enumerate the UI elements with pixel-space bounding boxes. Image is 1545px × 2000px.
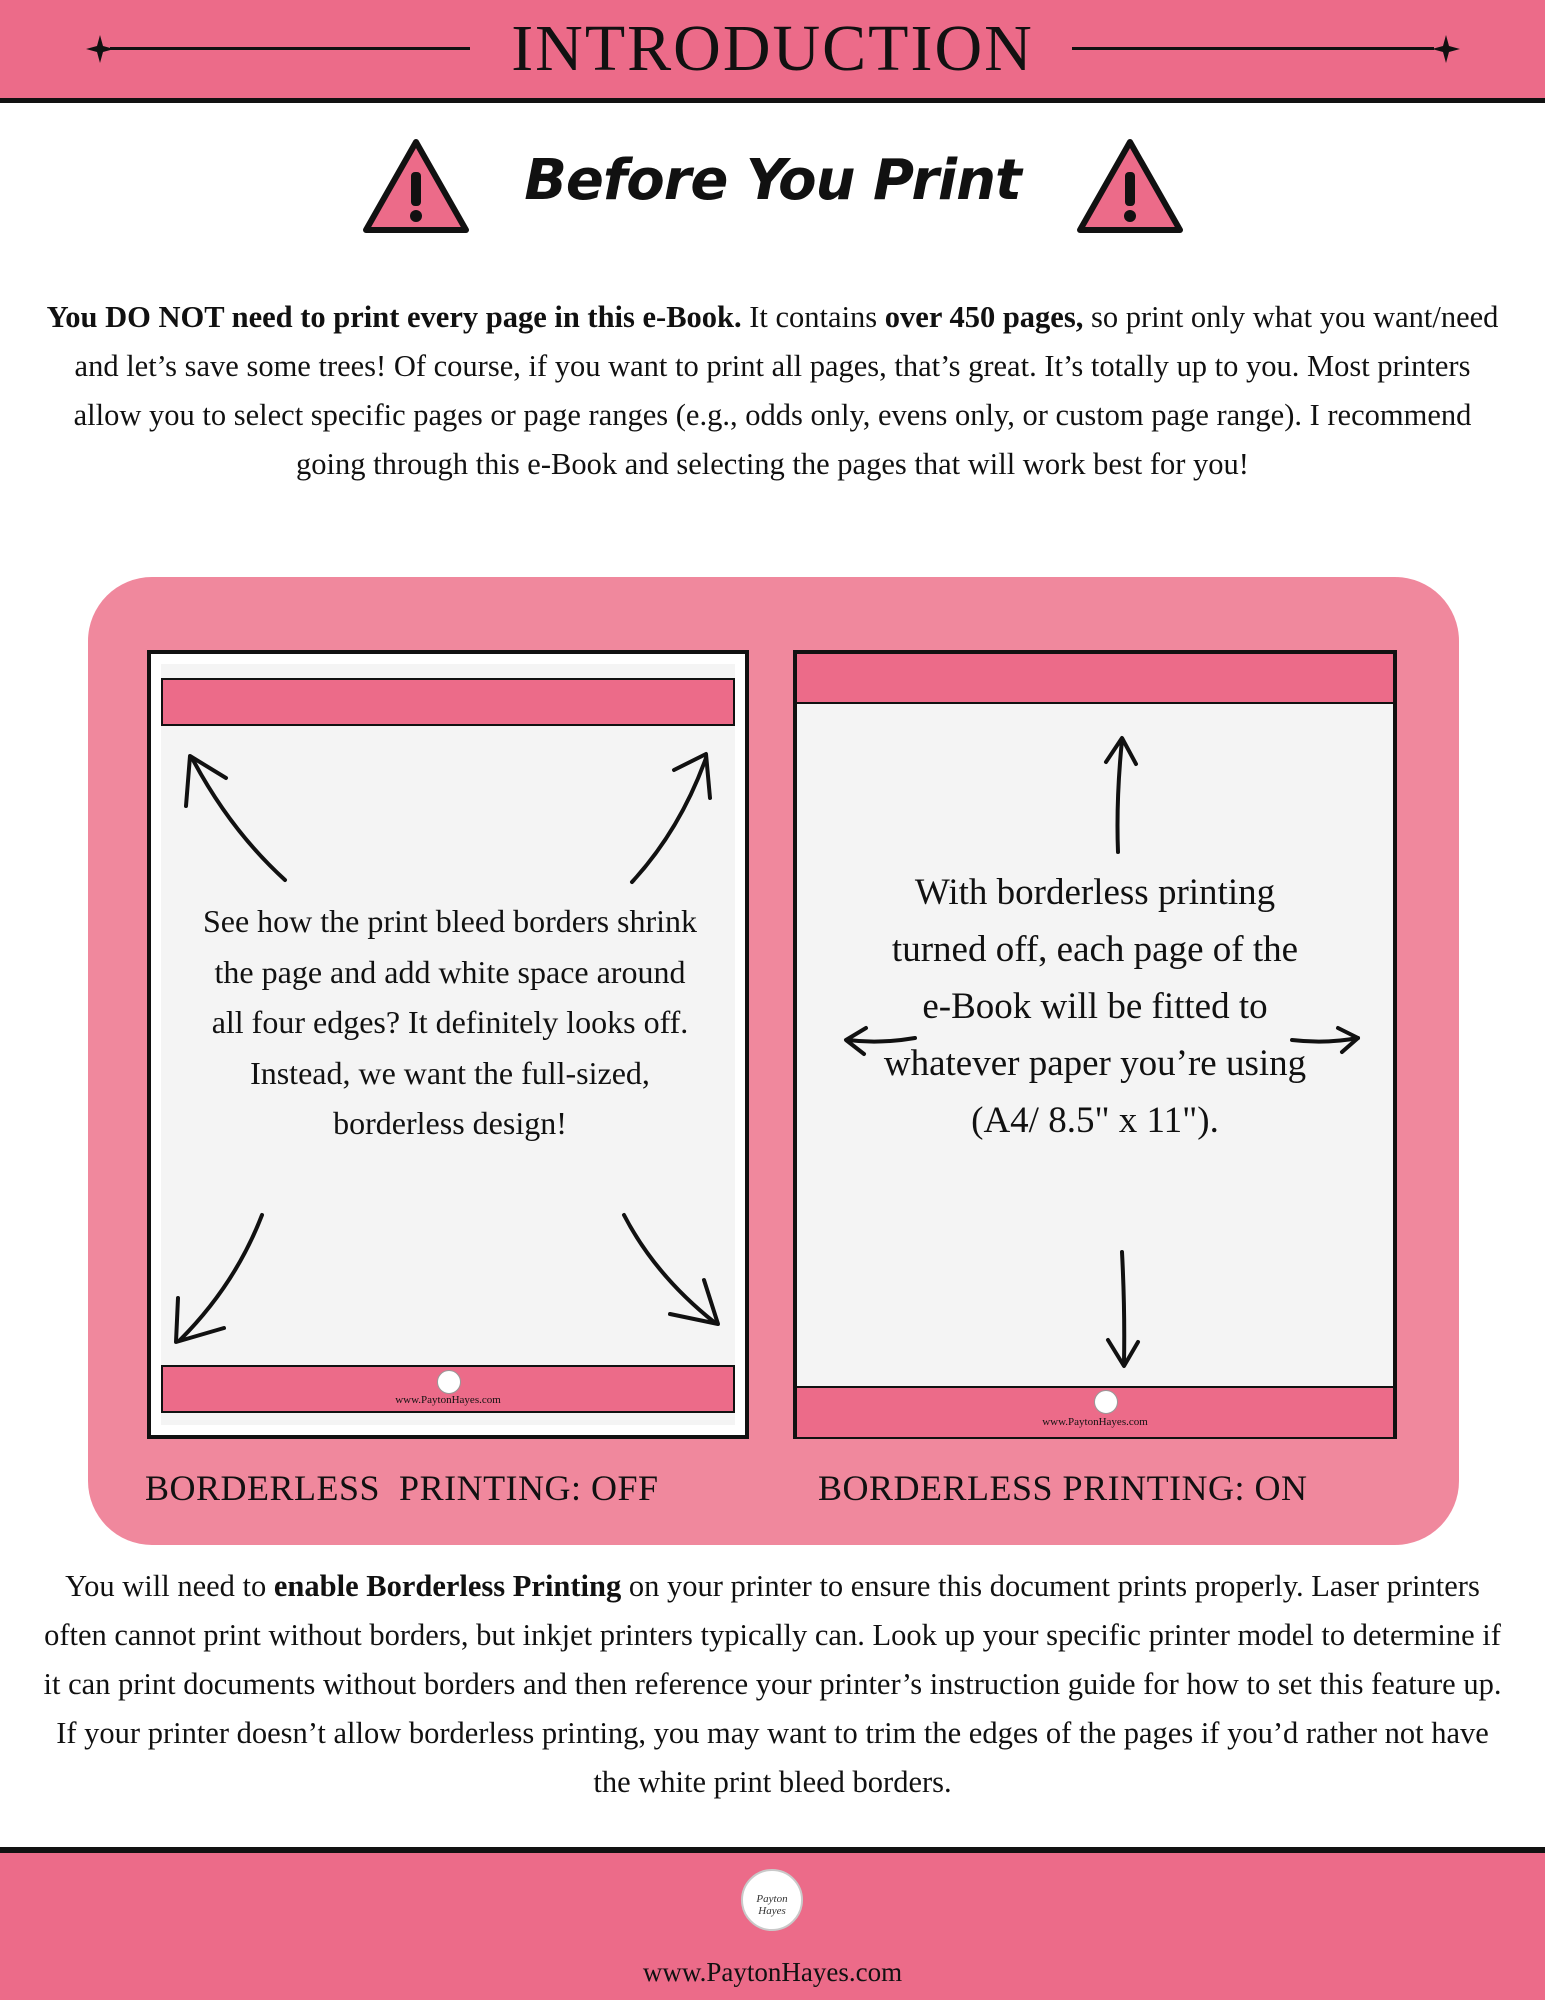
arrow-icon	[186, 756, 285, 880]
section-subtitle: Before You Print	[524, 148, 1021, 213]
intro-emphasis: You DO NOT need to print every page in this e-Book.	[46, 300, 742, 334]
page-footer-url: www.PaytonHayes.com	[1042, 1416, 1148, 1428]
page-footer-url: www.PaytonHayes.com	[395, 1394, 501, 1406]
caption-borderless-on: BORDERLESS PRINTING: ON	[818, 1468, 1308, 1508]
caption-borderless-off: BORDERLESS PRINTING: OFF	[145, 1468, 659, 1508]
brand-logo	[741, 1869, 803, 1931]
arrow-icon	[1106, 738, 1136, 852]
outro-text: You will need to	[65, 1569, 274, 1603]
borderless-off-description: See how the print bleed borders shrink the page and add white space around all four edges? It definitely looks off. Instead, we want the full-sized, borderless design!	[202, 903, 698, 1141]
arrow-icon	[624, 1215, 718, 1324]
arrow-icon	[632, 754, 710, 882]
outro-emphasis: enable Borderless Printing	[273, 1569, 622, 1603]
borderless-on-description: With borderless printing turned off, each page of the e-Book will be fitted to whatever paper you’re using (A4/ 8.5" x 11").	[883, 872, 1307, 1141]
intro-text: so print only what you want/need and let’s save some trees! Of course, if you want to print all pages, that’s great. It’s totally up to you. Most printers allow you to select specific pages or page ranges (e.g., odds only, evens only, or custom page range). I recommend going through this e-Book and selecting the pages that will work best for you!	[73, 300, 1499, 481]
page-title: INTRODUCTION	[511, 12, 1034, 85]
arrow-icon	[176, 1215, 262, 1342]
arrow-icon	[1108, 1252, 1138, 1366]
intro-emphasis: over 450 pages,	[884, 300, 1084, 334]
instructions-paragraph	[40, 1562, 1505, 1807]
intro-text: It contains	[741, 300, 885, 334]
footer-url[interactable]: www.PaytonHayes.com	[642, 1957, 903, 1987]
outro-text: on your printer to ensure this document prints properly. Laser printers often cannot print without borders, but inkjet printers typically can. Look up your specific printer model to determine if it can print documents without borders and then reference your printer’s instruction guide for how to set this feature up. If your printer doesn’t allow borderless printing, you may want to trim the edges of the pages if you’d rather not have the white print bleed borders.	[43, 1569, 1502, 1799]
logo-signature: Payton Hayes	[756, 1893, 788, 1917]
